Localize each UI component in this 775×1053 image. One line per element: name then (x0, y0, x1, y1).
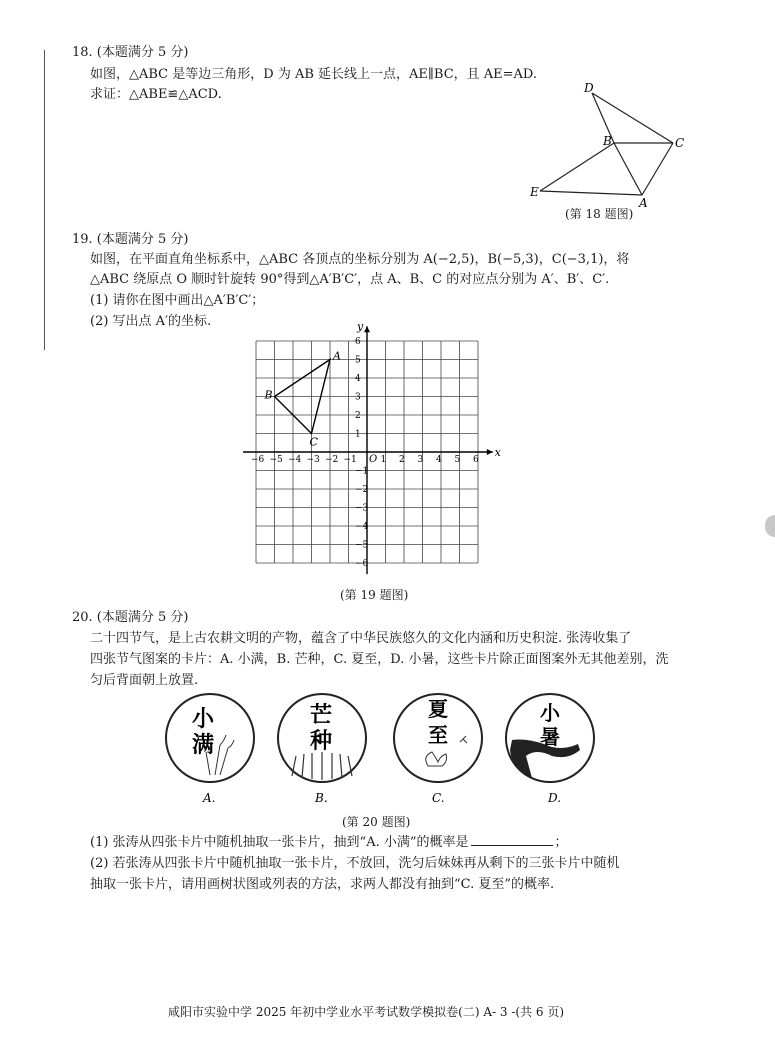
card-b-label: B. (315, 791, 328, 805)
x-axis-label: x (494, 446, 501, 459)
label-e: E (530, 185, 539, 199)
q19-header: 19. (本题满分 5 分) (72, 232, 189, 247)
x-tick-label: −3 (306, 455, 320, 465)
card-d-char2: 暑 (540, 725, 560, 749)
margin-line (44, 50, 45, 350)
y-axis-label: y (357, 320, 364, 334)
x-tick-label: −2 (325, 455, 339, 465)
q20-sub1-end: ； (554, 835, 568, 850)
label-b: B (603, 134, 612, 148)
x-tick-label: −5 (269, 455, 283, 465)
q19-line1: 如图，在平面直角坐标系中，△ABC 各顶点的坐标分别为 A(−2,5)，B(−5,3)，C(−3,1)，将 (90, 252, 630, 267)
q18-caption: (第 18 题图) (565, 207, 634, 221)
q19-coordinate-grid (251, 320, 501, 585)
y-tick-label: −2 (355, 485, 369, 495)
card-b-char1: 芒 (310, 703, 333, 728)
q20-header: 20. (本题满分 5 分) (72, 610, 189, 625)
vertex-a-label: A (333, 349, 341, 363)
y-tick-label: 6 (355, 337, 361, 347)
x-tick-label: 3 (417, 455, 424, 465)
card-a-label: A. (203, 791, 216, 805)
x-tick-label: 5 (454, 455, 461, 465)
y-tick-label: −1 (355, 466, 369, 477)
q19-sub1: (1) 请你在图中画出△A′B′C′； (90, 293, 265, 308)
q20-sub2: (2) 若张涛从四张卡片中随机抽取一张卡片，不放回，洗匀后妹妹再从剩下的三张卡片中随机 (90, 856, 620, 871)
q20-sub1-text: (1) 张涛从四张卡片中随机抽取一张卡片，抽到“A. 小满”的概率是 (90, 835, 469, 850)
scroll-handle[interactable] (765, 515, 775, 537)
x-tick-label: −1 (343, 455, 357, 465)
page-footer: 咸阳市实验中学 2025 年初中学业水平考试数学模拟卷(二) A- 3 -(共 6 页) (168, 1005, 565, 1019)
card-d (506, 694, 594, 782)
x-tick-label: 4 (436, 455, 442, 465)
q20-line1: 二十四节气，是上古农耕文明的产物，蕴含了中华民族悠久的文化内涵和历史积淀. 张涛收集了 (90, 631, 632, 646)
y-tick-label: 2 (355, 411, 361, 421)
x-tick-label: 6 (473, 455, 479, 465)
y-tick-label: −5 (355, 540, 369, 551)
x-tick-label: −4 (288, 455, 302, 465)
card-d-label: D. (548, 791, 562, 805)
x-tick-label: 2 (399, 455, 405, 465)
line-ba (614, 143, 642, 195)
label-c: C (675, 136, 685, 150)
q18-header: 18. (本题满分 5 分) (72, 45, 189, 60)
y-axis-arrow-icon (364, 326, 370, 332)
y-tick-label: −4 (355, 522, 369, 532)
q19-line2: △ABC 绕原点 O 顺时针旋转 90°得到△A′B′C′，点 A、B、C 的对应点分别为 A′、B′、C′. (90, 272, 610, 287)
label-d: D (584, 81, 594, 95)
vertex-c-label: C (309, 435, 318, 449)
line-ca (642, 143, 673, 195)
q20-line3: 匀后背面朝上放置. (90, 673, 199, 688)
q19-caption: (第 19 题图) (340, 588, 409, 602)
card-b-char2: 种 (310, 729, 333, 754)
card-a-char2: 满 (192, 733, 215, 758)
origin-label: O (369, 454, 378, 465)
card-d-char1: 小 (540, 701, 560, 725)
q18-line2: 求证：△ABE≌△ACD. (90, 87, 222, 102)
y-tick-label: −3 (355, 503, 369, 514)
card-c-label: C. (432, 791, 445, 805)
q18-line1: 如图，△ABC 是等边三角形，D 为 AB 延长线上一点，AE∥BC，且 AE=AD. (90, 67, 538, 82)
answer-blank[interactable] (471, 833, 553, 846)
card-c-char1: 夏 (428, 697, 448, 721)
q19-sub2: (2) 写出点 A′的坐标. (90, 314, 212, 329)
y-tick-label: −6 (355, 559, 369, 569)
q20-line2: 四张节气图案的卡片：A. 小满，B. 芒种，C. 夏至，D. 小暑，这些卡片除正面图案外无其他差别，洗 (90, 652, 669, 667)
q20-sub1 (90, 833, 568, 851)
x-axis-arrow-icon (487, 449, 493, 455)
q20-cards-figure (160, 690, 590, 815)
y-tick-label: 3 (355, 392, 361, 403)
q20-caption: (第 20 题图) (342, 815, 411, 829)
x-tick-label: −6 (251, 455, 265, 465)
vertex-b-label: B (264, 388, 273, 402)
x-tick-label: 1 (380, 455, 387, 465)
card-a (166, 694, 254, 782)
q20-sub2b: 抽取一张卡片，请用画树状图或列表的方法，求两人都没有抽到“C. 夏至”的概率. (90, 877, 555, 892)
card-a-char1: 小 (192, 707, 215, 732)
y-tick-label: 1 (355, 429, 361, 440)
line-ea (540, 191, 642, 195)
line-be (540, 143, 614, 191)
card-c (394, 694, 482, 782)
label-a: A (639, 196, 648, 210)
card-c-char2: 至 (428, 723, 448, 747)
y-tick-label: 4 (355, 374, 361, 384)
y-tick-label: 5 (355, 355, 361, 366)
card-b (278, 694, 366, 782)
